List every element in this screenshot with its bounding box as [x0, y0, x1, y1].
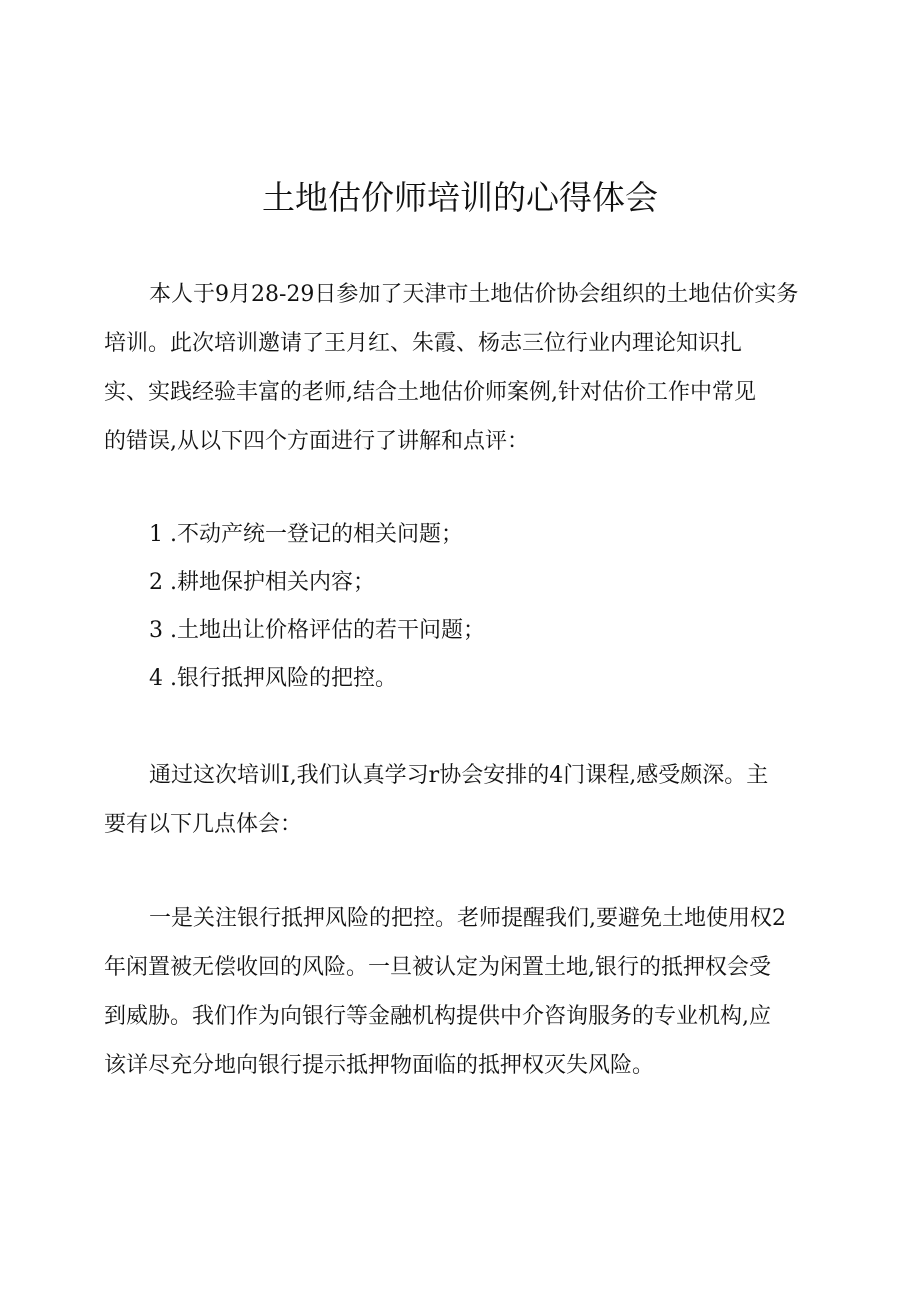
point1-line-1: 一是关注银行抵押风险的把控。老师提醒我们,要避免土地使用权2	[149, 906, 786, 931]
list-item: 2 .耕地保护相关内容；	[149, 570, 375, 595]
summary-line-1: 通过这次培训I,我们认真学习r协会安排的4门课程,感受颇深。主	[149, 763, 769, 788]
point1-line-2: 年闲置被无偿收回的风险。一旦被认定为闲置土地,银行的抵押权会受	[104, 955, 771, 980]
list-item: 1 .不动产统一登记的相关问题；	[149, 522, 463, 547]
summary-line-2: 要有以下几点体会：	[104, 812, 303, 837]
intro-line-1: 本人于9月28-29日参加了天津市土地估价协会组织的土地估价实务	[149, 282, 799, 307]
intro-line-3: 实、实践经验丰富的老师,结合土地估价师案例,针对估价工作中常见	[104, 380, 756, 405]
point1-line-3: 到威胁。我们作为向银行等金融机构提供中介咨询服务的专业机构,应	[104, 1004, 771, 1029]
document-title: 土地估价师培训的心得体会	[262, 178, 658, 217]
point1-line-4: 该详尽充分地向银行提示抵押物面临的抵押权灭失风险。	[104, 1053, 655, 1078]
list-item: 3 .土地出让价格评估的若干问题；	[149, 618, 485, 643]
intro-line-2: 培训。此次培训邀请了王月红、朱霞、杨志三位行业内理论知识扎	[104, 331, 743, 356]
intro-line-4: 的错误,从以下四个方面进行了讲解和点评：	[104, 429, 529, 454]
list-item: 4 .银行抵押风险的把控。	[149, 666, 397, 691]
